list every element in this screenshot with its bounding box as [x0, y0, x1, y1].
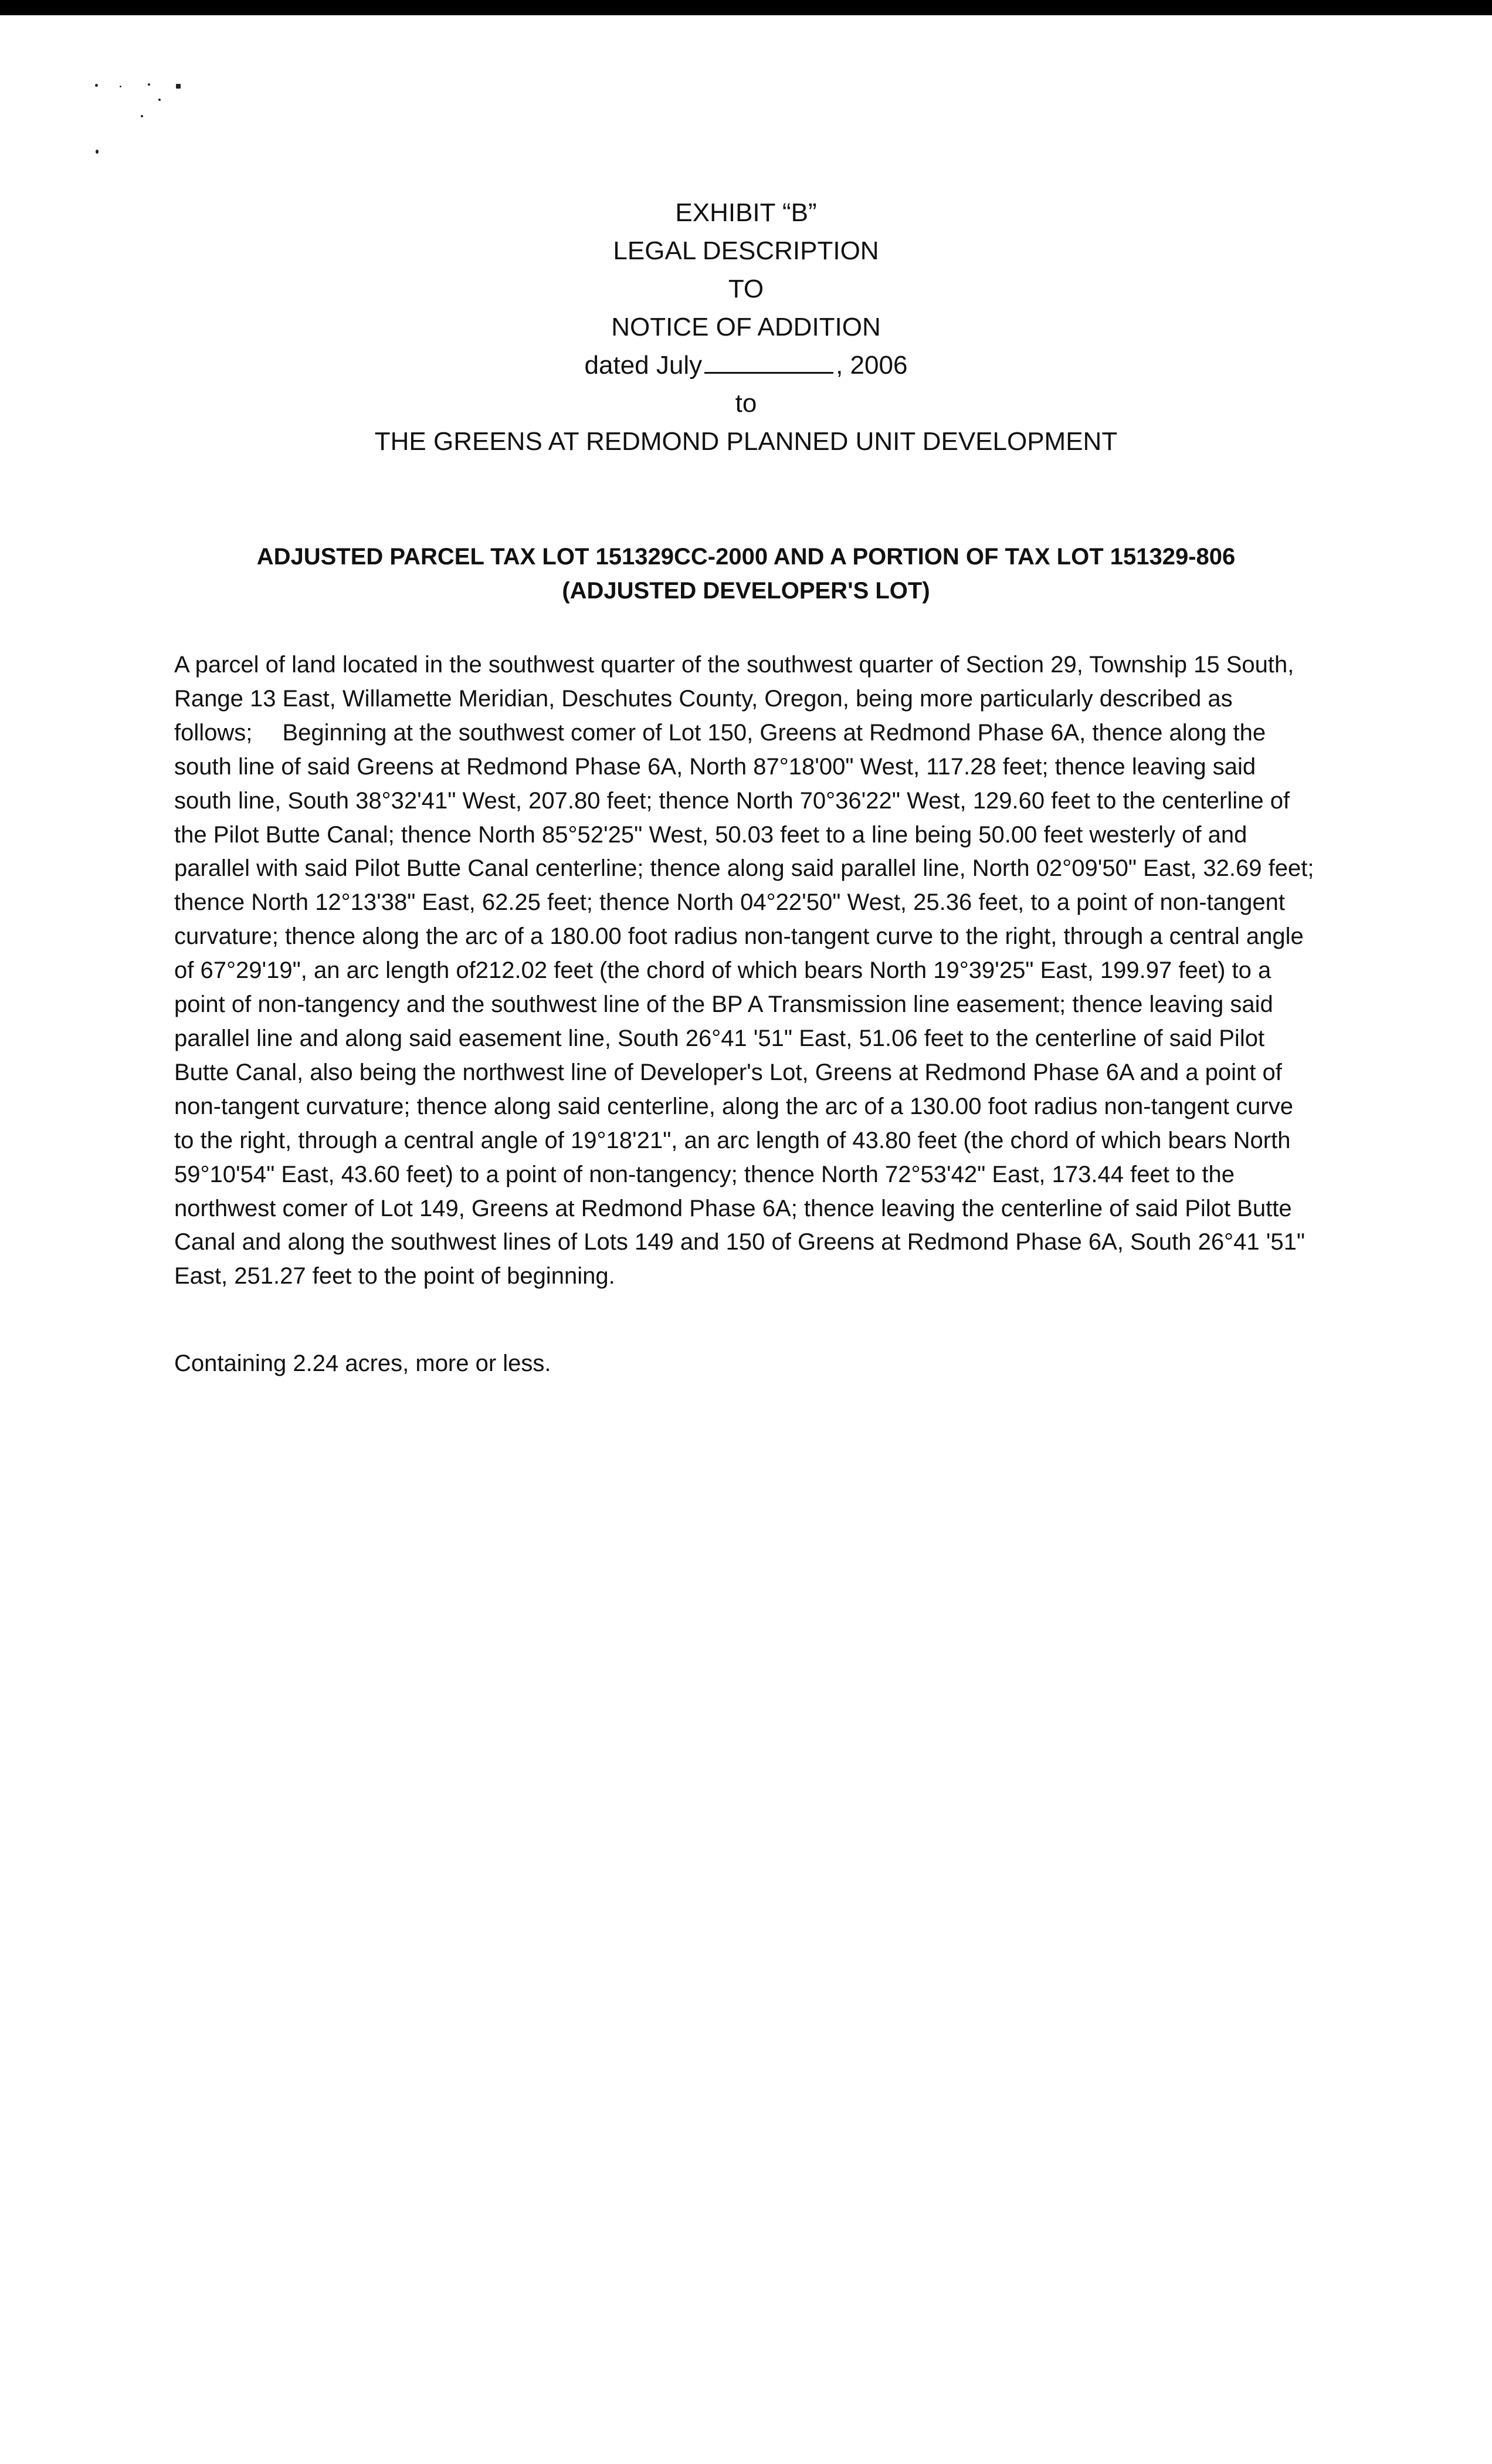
scan-speck [176, 84, 181, 89]
date-line [0, 346, 1492, 384]
development-name: THE GREENS AT REDMOND PLANNED UNIT DEVELOPMENT [374, 427, 1118, 456]
scan-speck [158, 99, 161, 101]
scan-speck [96, 150, 99, 154]
date-blank-line [704, 352, 833, 374]
scan-top-border [0, 0, 1492, 15]
acreage-statement: Containing 2.24 acres, more or less. [174, 1351, 551, 1376]
scan-speck [141, 115, 143, 117]
scan-speck [120, 86, 121, 87]
scan-speck [95, 84, 98, 87]
legal-description-heading: LEGAL DESCRIPTION [613, 236, 879, 265]
notice-heading: NOTICE OF ADDITION [611, 313, 881, 341]
exhibit-label: EXHIBIT “B” [675, 198, 817, 227]
legal-description-body: A parcel of land located in the southwest quarter of the southwest quarter of Section 29, Township 15 South, Range 13 East, Willamette Meridian, Deschutes County, Oregon, being more particularly described as follows; Beginning at the southwest comer of Lot 150, Greens at Redmond Phase 6A, thence along the south line of said Greens at Redmond Phase 6A, North 87°18'00" West, 117.28 feet; thence leaving said south line, South 38°32'41" West, 207.80 feet; thence North 70°36'22" West, 129.60 feet to the centerline of the Pilot Butte Canal; thence North 85°52'25" West, 50.03 feet to a line being 50.00 feet westerly of and parallel with said Pilot Butte Canal centerline; thence along said parallel line, North 02°09'50" East, 32.69 feet; thence North 12°13'38" East, 62.25 feet; thence North 04°22'50" West, 25.36 feet, to a point of non-tangent curvature; thence along the arc of a 180.00 foot radius non-tangent curve to the right, through a central angle of 67°29'19", an arc length of212.02 feet (the chord of which bears North 19°39'25" East, 199.97 feet) to a point of non-tangency and the southwest line of the BP A Transmission line easement; thence leaving said parallel line and along said easement line, South 26°41 '51" East, 51.06 feet to the centerline of said Pilot Butte Canal, also being the northwest line of Developer's Lot, Greens at Redmond Phase 6A and a point of non-tangent curvature; thence along said centerline, along the arc of a 130.00 foot radius non-tangent curve to the right, through a central angle of 19°18'21", an arc length of 43.80 feet (the chord of which bears North 59°10'54" East, 43.60 feet) to a point of non-tangency; thence North 72°53'42" East, 173.44 feet to the northwest comer of Lot 149, Greens at Redmond Phase 6A; thence leaving the centerline of said Pilot Butte Canal and along the southwest lines of Lots 149 and 150 of Greens at Redmond Phase 6A, South 26°41 '51" East, 251.27 feet to the point of beginning. [174, 652, 1314, 1289]
date-suffix: , 2006 [836, 351, 908, 380]
date-prefix: dated July [584, 351, 703, 380]
exhibit-header [0, 194, 1492, 461]
parcel-title-line2: (ADJUSTED DEVELOPER'S LOT) [562, 578, 930, 604]
parcel-title-line1: ADJUSTED PARCEL TAX LOT 151329CC-2000 AND A PORTION OF TAX LOT 151329-806 [256, 544, 1236, 570]
to-heading: TO [728, 275, 764, 303]
parcel-title [0, 540, 1492, 608]
scan-speck [148, 83, 150, 86]
to-lowercase: to [735, 389, 757, 418]
